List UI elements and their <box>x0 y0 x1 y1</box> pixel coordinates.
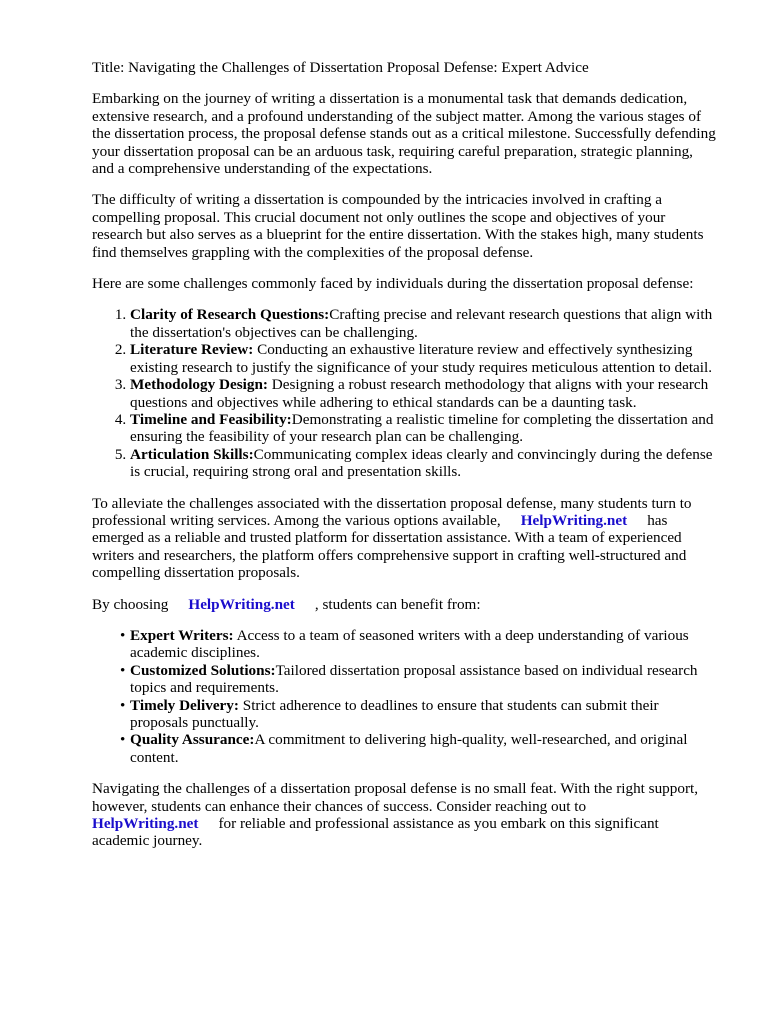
benefit-item <box>120 626 716 662</box>
challenge-term: Timeline and Feasibility: <box>130 410 292 428</box>
helpwriting-link[interactable]: HelpWriting.net <box>92 815 199 833</box>
bullet-icon: • <box>120 626 126 644</box>
challenge-item <box>130 306 716 341</box>
closing-text-after: for reliable and professional assistance as you embark on this significant academic journey. <box>92 815 659 850</box>
challenge-item <box>130 411 716 446</box>
challenge-item <box>130 341 716 376</box>
choosing-line <box>92 596 716 613</box>
benefit-item <box>120 661 716 697</box>
challenge-item <box>130 376 716 411</box>
challenge-text: Designing a robust research methodology that aligns with your research questions and objectives while adhering to ethical standards can be a daunting task. <box>130 376 709 411</box>
closing-paragraph <box>92 780 716 850</box>
challenges-list <box>92 306 716 480</box>
challenge-item <box>130 446 716 481</box>
challenge-term: Literature Review: <box>130 341 254 359</box>
challenge-text: Demonstrating a realistic timeline for completing the dissertation and ensuring the feasibility of your research plan can be challenging. <box>130 410 714 446</box>
closing-text-before: Navigating the challenges of a dissertation proposal defense is no small feat. With the right support, however, students can enhance their chances of success. Consider reaching out to <box>92 780 699 815</box>
challenge-text: Communicating complex ideas clearly and convincingly during the defense is crucial, requiring strong oral and presentation skills. <box>130 445 713 481</box>
challenge-term: Methodology Design: <box>130 376 268 394</box>
benefit-text: Tailored dissertation proposal assistance based on individual research topics and requirements. <box>130 661 698 697</box>
benefit-item <box>120 696 716 732</box>
intro-paragraph: Embarking on the journey of writing a dissertation is a monumental task that demands dedication, extensive research, and a profound understanding of the subject matter. Among the various stages of the dissertation process, the proposal defense stands out as a critical milestone. Successfully defending your dissertation proposal can be an arduous task, requiring careful preparation, strategic planning, and a comprehensive understanding of the expectations. <box>92 90 716 178</box>
benefit-text: Access to a team of seasoned writers with a deep understanding of various academic disciplines. <box>130 626 689 662</box>
challenge-term: Clarity of Research Questions: <box>130 306 330 324</box>
choosing-text-before: By choosing <box>92 595 169 613</box>
challenge-text: Conducting an exhaustive literature review and effectively synthesizing existing research to justify the significance of your study requires meticulous attention to detail. <box>130 341 713 376</box>
challenge-text: Crafting precise and relevant research questions that align with the dissertation's objectives can be challenging. <box>130 306 713 341</box>
benefit-item <box>120 731 716 766</box>
benefit-text: Strict adherence to deadlines to ensure that students can submit their proposals punctually. <box>130 696 659 731</box>
difficulty-paragraph: The difficulty of writing a dissertation is compounded by the intricacies involved in crafting a compelling proposal. This crucial document not only outlines the scope and objectives of your research but also serves as a blueprint for the entire dissertation. With the stakes high, many students find themselves grappling with the complexities of the proposal defense. <box>92 191 704 261</box>
choosing-text-after: , students can benefit from: <box>314 595 481 613</box>
benefit-term: Customized Solutions: <box>130 661 276 679</box>
bullet-icon: • <box>120 661 126 679</box>
benefit-term: Expert Writers: <box>130 626 234 644</box>
benefit-term: Timely Delivery: <box>130 696 239 714</box>
helpwriting-link[interactable]: HelpWriting.net <box>188 595 295 613</box>
services-text-after: has emerged as a reliable and trusted platform for dissertation assistance. With a team of experienced writers and researchers, the platform offers comprehensive support in crafting well-structured and compelling dissertation proposals. <box>92 511 687 582</box>
challenge-term: Articulation Skills: <box>130 445 254 463</box>
benefit-text: A commitment to delivering high-quality, well-researched, and original content. <box>130 731 688 766</box>
bullet-icon: • <box>120 696 126 714</box>
benefits-list <box>92 627 716 766</box>
challenges-intro: Here are some challenges commonly faced by individuals during the dissertation proposal defense: <box>92 275 694 293</box>
benefit-term: Quality Assurance: <box>130 731 255 749</box>
helpwriting-link[interactable]: HelpWriting.net <box>520 511 628 529</box>
bullet-icon: • <box>120 731 126 749</box>
services-paragraph <box>92 495 716 582</box>
services-text-before: To alleviate the challenges associated with the dissertation proposal defense, many students turn to professional writing services. Among the various options available, <box>92 494 692 529</box>
document-title: Title: Navigating the Challenges of Dissertation Proposal Defense: Expert Advice <box>92 59 589 76</box>
